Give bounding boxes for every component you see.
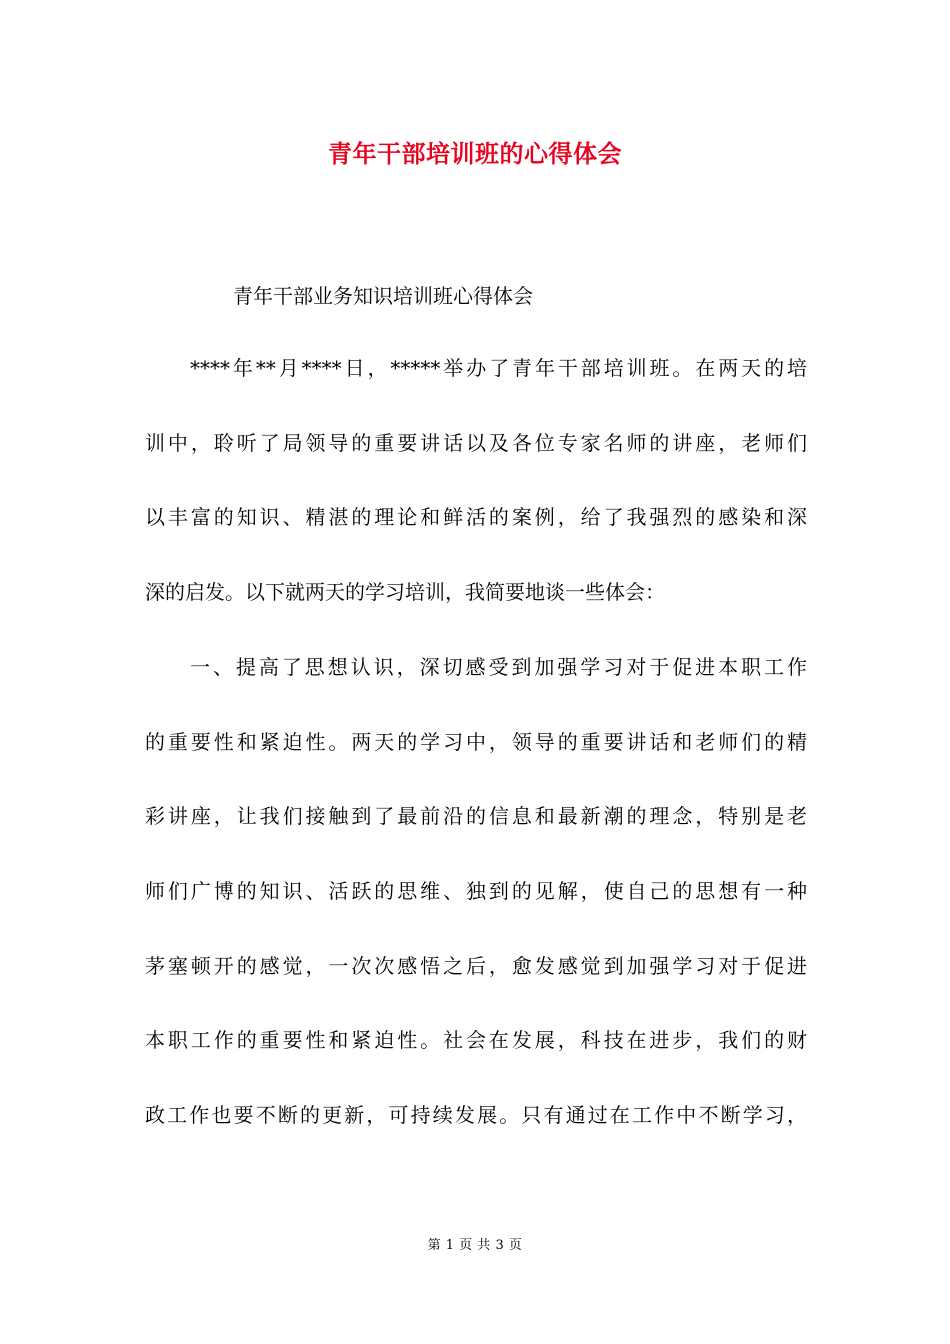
document-subtitle: 青年干部业务知识培训班心得体会 — [233, 284, 533, 308]
document-title: 青年干部培训班的心得体会 — [328, 139, 622, 168]
body-line: 茅塞顿开的感觉，一次次感悟之后，愈发感觉到加强学习对于促进 — [145, 954, 807, 978]
body-line: 师们广博的知识、活跃的思维、独到的见解，使自己的思想有一种 — [145, 879, 807, 903]
body-line: 深的启发。以下就两天的学习培训，我简要地谈一些体会： — [145, 580, 665, 604]
body-line: 的重要性和紧迫性。两天的学习中，领导的重要讲话和老师们的精 — [145, 730, 807, 754]
body-line: 训中，聆听了局领导的重要讲话以及各位专家名师的讲座，老师们 — [145, 431, 807, 455]
body-line: 政工作也要不断的更新，可持续发展。只有通过在工作中不断学习， — [145, 1103, 807, 1127]
body-line: 一、提高了思想认识，深切感受到加强学习对于促进本职工作 — [190, 655, 807, 679]
body-line: ****年**月****日，*****举办了青年干部培训班。在两天的培 — [190, 356, 807, 380]
body-line: 以丰富的知识、精湛的理论和鲜活的案例，给了我强烈的感染和深 — [145, 505, 807, 529]
page-footer: 第 1 页 共 3 页 — [427, 1238, 523, 1253]
body-line: 本职工作的重要性和紧迫性。社会在发展，科技在进步，我们的财 — [145, 1028, 807, 1052]
body-line: 彩讲座，让我们接触到了最前沿的信息和最新潮的理念，特别是老 — [145, 804, 807, 828]
